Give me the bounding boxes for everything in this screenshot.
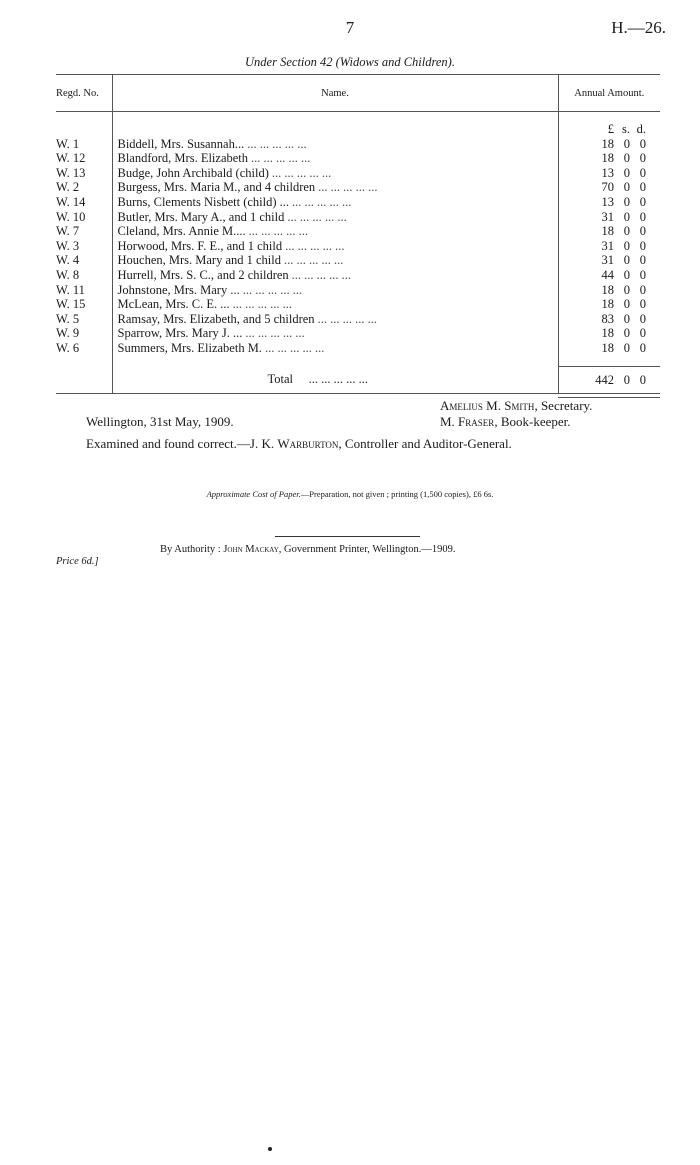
leader-dots: ... ... ... ... ... [285,238,345,253]
secretary-title: , Secretary. [534,398,593,413]
beneficiary-name: McLean, Mrs. C. E. ... [118,297,233,311]
name-cell [112,210,558,225]
amount-pounds: 18 [601,151,614,166]
amount-cell [558,195,660,210]
beneficiary-name: Hurrell, Mrs. S. C., and 2 children [118,268,292,282]
amount-pence: 0 [639,165,646,180]
table-row [56,224,660,239]
pounds-unit: £ [607,122,614,136]
regd-no-cell: W. 15 [56,297,86,312]
amount-pence: 0 [639,311,646,326]
auditor-name: Warburton [277,436,339,451]
amount-shillings: 0 [623,340,630,355]
total-row [56,366,660,393]
amount-pounds: 18 [601,282,614,297]
section-heading: Under Section 42 (Widows and Children). [245,55,455,69]
beneficiary-name: Butler, Mrs. Mary A., and 1 child [118,210,288,224]
pence-unit: d. [636,122,646,136]
leader-dots: ... ... ... ... ... [292,194,352,209]
leader-dots: ... ... ... ... ... [317,311,377,326]
leader-dots: ... ... ... ... ... [284,253,344,268]
name-cell [112,283,558,298]
beneficiary-name: Budge, John Archibald (child) [118,166,272,180]
amount-pence: 0 [639,326,646,341]
regd-no-cell: W. 5 [56,311,80,326]
amount-shillings: 0 [623,224,630,239]
table-row [56,268,660,283]
amount-pence: 0 [639,151,646,166]
regd-no-cell: W. 10 [56,209,86,224]
cost-label: Approximate Cost of Paper. [206,489,301,499]
amount-pence: 0 [639,253,646,268]
beneficiary-name: Horwood, Mrs. F. E., and 1 child [118,239,286,253]
amount-cell [558,312,660,327]
amount-cell [558,341,660,356]
amount-pounds: 44 [601,267,614,282]
amount-pence: 0 [639,282,646,297]
regd-no-cell: W. 12 [56,151,86,166]
regd-no-cell: W. 4 [56,253,80,268]
amount-pounds: 18 [601,224,614,239]
table-row [56,297,660,312]
name-cell [112,297,558,312]
footer-rule [275,536,420,537]
name-cell [112,166,558,181]
beneficiary-name: Biddell, Mrs. Susannah... [118,137,248,151]
regd-no-cell: W. 2 [56,180,80,195]
amount-shillings: 0 [623,326,630,341]
total-shillings: 0 [623,372,630,387]
leader-dots: ... ... ... ... ... [251,151,311,166]
amount-shillings: 0 [623,297,630,312]
regd-no-cell: W. 9 [56,326,80,341]
printer-name: John Mackay [223,544,279,555]
amount-pounds: 13 [601,165,614,180]
total-pounds: 442 [595,372,614,387]
amount-shillings: 0 [623,194,630,209]
name-cell [112,268,558,283]
table-row [56,195,660,210]
amount-cell [558,326,660,341]
amount-cell [558,166,660,181]
amount-cell [558,253,660,268]
amount-pounds: 18 [601,136,614,151]
amount-pounds: 31 [601,209,614,224]
table-row [56,137,660,152]
beneficiary-name: Houchen, Mrs. Mary and 1 child [118,253,285,267]
amount-shillings: 0 [623,136,630,151]
amount-shillings: 0 [623,180,630,195]
amount-pence: 0 [639,297,646,312]
amount-cell [558,239,660,254]
leader-dots: ... ... ... ... ... [232,297,293,312]
column-header-regd-no: Regd. No. [56,75,112,112]
leader-dots: ... ... ... ... ... [287,209,347,224]
table-body [56,112,660,367]
regd-no-cell: W. 13 [56,165,86,180]
table-row [56,180,660,195]
currency-units-row [56,122,660,137]
name-cell [112,312,558,327]
beneficiary-name: Cleland, Mrs. Annie M.... [118,224,249,238]
leader-dots: ... ... ... ... ... [242,282,303,297]
beneficiary-name: Ramsay, Mrs. Elizabeth, and 5 children [118,312,318,326]
amount-cell [558,268,660,283]
bookkeeper-signature [440,414,570,430]
table-row [56,283,660,298]
examined-suffix: , Controller and Auditor-General. [338,436,512,451]
amount-pence: 0 [639,224,646,239]
amount-pence: 0 [639,267,646,282]
amount-pence: 0 [639,136,646,151]
authority-prefix: By Authority : [160,544,224,555]
table-header-row [56,75,660,112]
amount-pence: 0 [639,194,646,209]
shillings-unit: s. [622,122,630,136]
amount-shillings: 0 [623,267,630,282]
regd-no-cell: W. 7 [56,224,80,239]
table-row [56,166,660,181]
name-cell [112,341,558,356]
regd-no-cell: W. 11 [56,282,85,297]
column-header-name: Name. [112,75,558,112]
amount-pence: 0 [639,238,646,253]
printer-authority [160,544,456,555]
document-code: H.—26. [611,18,666,37]
name-cell [112,195,558,210]
amount-shillings: 0 [623,151,630,166]
table-row [56,151,660,166]
amount-pence: 0 [639,340,646,355]
bookkeeper-title: , Book-keeper. [494,414,571,429]
column-header-annual-amount: Annual Amount. [558,75,660,112]
amount-shillings: 0 [623,282,630,297]
amount-cell [558,210,660,225]
name-cell [112,137,558,152]
leader-dots: ... ... ... ... ... [291,267,352,282]
amount-cell [558,224,660,239]
amount-cell [558,180,660,195]
page-number: 7 [345,18,355,37]
total-leader-dots: ... ... ... ... ... [308,372,369,387]
amount-pounds: 70 [601,180,614,195]
table-row [56,326,660,341]
regd-no-cell: W. 14 [56,194,86,209]
amount-pounds: 31 [601,238,614,253]
leader-dots: ... ... ... ... ... [248,224,308,239]
regd-no-cell: W. 8 [56,267,80,282]
regd-no-cell: W. 1 [56,136,80,151]
beneficiary-name: Blandford, Mrs. Elizabeth [118,151,252,165]
secretary-signature [440,398,592,414]
name-cell [112,326,558,341]
cost-of-paper-note [0,489,700,499]
leader-dots: ... ... ... ... ... [271,165,332,180]
bookkeeper-name: M. Fraser [440,414,495,429]
auditor-certification [86,436,512,452]
table-spacer-row [56,356,660,367]
name-cell [112,239,558,254]
amount-cell [558,137,660,152]
price-note: Price 6d.] [56,556,99,567]
cost-text: —Preparation, not given ; printing (1,500 copies), £6 6s. [300,489,494,499]
name-cell [112,224,558,239]
annuity-table-wrapper [56,74,660,398]
name-cell [112,180,558,195]
total-label: Total [267,372,294,387]
amount-shillings: 0 [623,165,630,180]
amount-pounds: 83 [601,311,614,326]
table-spacer-row [56,112,660,123]
annuity-table [56,74,660,394]
amount-shillings: 0 [623,209,630,224]
amount-pounds: 18 [601,340,614,355]
place-date: Wellington, 31st May, 1909. [86,414,234,429]
total-pence: 0 [639,372,646,387]
regd-no-cell: W. 3 [56,238,80,253]
table-row [56,341,660,356]
leader-dots: ... ... ... ... ... [264,340,325,355]
table-row [56,210,660,225]
amount-cell [558,283,660,298]
leader-dots: ... ... ... ... ... [247,136,307,151]
amount-pounds: 18 [601,297,614,312]
table-row [56,312,660,327]
table-row [56,239,660,254]
amount-shillings: 0 [623,238,630,253]
amount-shillings: 0 [623,253,630,268]
beneficiary-name: Johnstone, Mrs. Mary ... [118,283,243,297]
amount-pounds: 18 [601,326,614,341]
name-cell [112,151,558,166]
amount-cell [558,297,660,312]
amount-pounds: 31 [601,253,614,268]
examined-prefix: Examined and found correct.—J. K. [86,436,278,451]
secretary-name: Amelius M. Smith [440,398,535,413]
amount-pounds: 13 [601,194,614,209]
print-speck [268,1147,272,1151]
beneficiary-name: Summers, Mrs. Elizabeth M. [118,341,265,355]
regd-no-cell: W. 6 [56,340,80,355]
beneficiary-name: Burgess, Mrs. Maria M., and 4 children [118,180,319,194]
total-label-cell [112,366,558,393]
amount-pence: 0 [639,209,646,224]
name-cell [112,253,558,268]
amount-shillings: 0 [623,311,630,326]
beneficiary-name: Burns, Clements Nisbett (child) ... [118,195,293,209]
amount-cell [558,151,660,166]
authority-suffix: , Government Printer, Wellington.—1909. [278,544,456,555]
leader-dots: ... ... ... ... ... [245,326,305,341]
beneficiary-name: Sparrow, Mrs. Mary J. ... [118,326,246,340]
leader-dots: ... ... ... ... ... [318,180,378,195]
amount-pence: 0 [639,180,646,195]
table-row [56,253,660,268]
